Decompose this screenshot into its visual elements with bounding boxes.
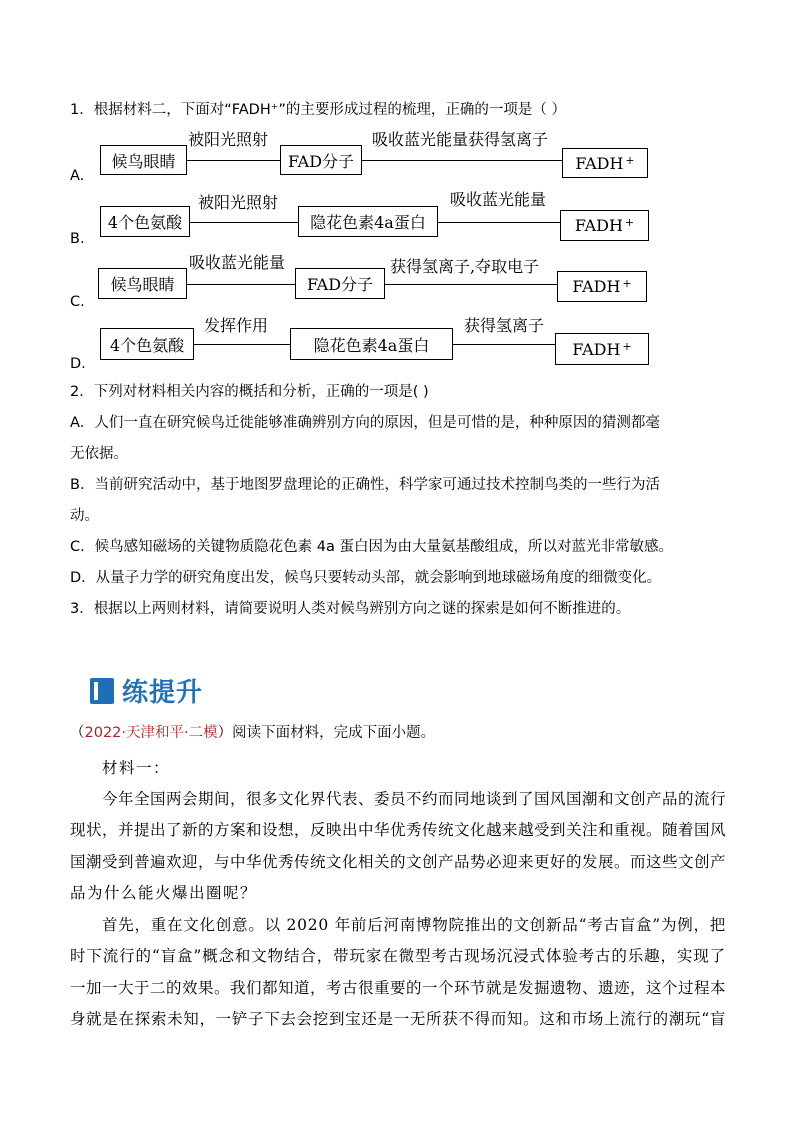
option-b-box-3: FADH + (560, 210, 649, 241)
option-c-box-3: FADH + (557, 271, 647, 302)
option-a-box-2: FAD分子 (280, 145, 362, 175)
option-a-connector-2 (362, 160, 562, 161)
source-line: （2022·天津和平·二模）阅读下面材料，完成下面小题。 (70, 725, 436, 741)
option-a-letter: A. (70, 168, 85, 184)
option-d-box-3: FADH + (555, 333, 649, 365)
paragraph-1-line-2: 现状，并提出了新的方案和设想，反映出中华优秀传统文化越来越受到关注和重视。随着国风 (70, 821, 726, 839)
paragraph-1-line-3: 国潮受到普遍欢迎，与中华优秀传统文化相关的文创产品势必迎来更好的发展。而这些文创产 (70, 853, 726, 871)
question-2-option-b-line-2: 动。 (70, 508, 99, 524)
material-heading: 材料一： (102, 759, 171, 777)
option-c-box-2: FAD分子 (295, 268, 385, 299)
option-d-box-1: 4个色氨酸 (100, 328, 194, 360)
option-d-label-1: 发挥作用 (204, 316, 269, 335)
option-d-connector-1 (194, 344, 290, 345)
question-2-option-d: D．从量子力学的研究角度出发，候鸟只要转动头部，就会影响到地球磁场角度的细微变化。 (70, 570, 662, 586)
question-1-stem: 1．根据材料二，下面对“FADH⁺”的主要形成过程的梳理，正确的一项是（ ） (70, 102, 567, 118)
option-c-connector-1 (187, 284, 295, 285)
option-d-label-2: 获得氢离子 (464, 316, 545, 335)
option-c-connector-2 (385, 284, 557, 285)
option-a-connector-1 (187, 160, 280, 161)
option-b-box-1: 4个色氨酸 (100, 206, 190, 237)
option-d-letter: D. (70, 356, 86, 372)
source-tag: 2022·天津和平·二模 (84, 725, 218, 741)
question-2-option-a-line-1: A．人们一直在研究候鸟迁徙能够准确辨别方向的原因，但是可惜的是，种种原因的猜测都毫 (70, 415, 660, 431)
section-header (90, 672, 203, 709)
option-c-letter: C. (70, 294, 85, 310)
section-title: 练提升 (122, 678, 204, 708)
option-b-label-2: 吸收蓝光能量 (450, 190, 547, 209)
option-d-box-2: 隐花色素4a蛋白 (290, 328, 453, 360)
option-c-box-1: 候鸟眼睛 (98, 268, 187, 299)
option-d-connector-2 (453, 344, 555, 345)
paragraph-2-line-1: 首先，重在文化创意。以 2020 年前后河南博物院推出的文创新品“考古盲盒”为例，把 (102, 916, 726, 934)
paragraph-1-line-4: 品为什么能火爆出圈呢？ (70, 884, 258, 902)
option-b-connector-2 (438, 222, 560, 223)
option-c-label-2: 获得氢离子,夺取电子 (390, 257, 540, 276)
option-b-connector-1 (190, 222, 298, 223)
question-2-option-c: C．候鸟感知磁场的关键物质隐花色素 4a 蛋白因为由大量氨基酸组成，所以对蓝光非常敏感。 (70, 539, 673, 555)
paragraph-2-line-2: 时下流行的“盲盒”概念和文物结合，带玩家在微型考古现场沉浸式体验考古的乐趣，实现了 (70, 947, 726, 965)
option-c-label-1: 吸收蓝光能量 (189, 253, 286, 272)
option-a-label-2: 吸收蓝光能量获得氢离子 (372, 130, 549, 149)
option-a-box-3: FADH + (562, 148, 648, 178)
paragraph-2-line-4: 身就是在探索未知，一铲子下去会挖到宝还是一无所获不得而知。这和市场上流行的潮玩“盲 (70, 1010, 726, 1028)
question-2-stem: 2．下列对材料相关内容的概括和分析，正确的一项是( ) (70, 384, 429, 400)
question-2-option-a-line-2: 无依据。 (70, 446, 128, 462)
option-b-box-2: 隐花色素4a蛋白 (298, 206, 438, 237)
book-icon (90, 678, 114, 704)
option-b-label-1: 被阳光照射 (198, 193, 279, 212)
option-b-letter: B. (70, 231, 85, 247)
paragraph-1-line-1: 今年全国两会期间，很多文化界代表、委员不约而同地谈到了国风国潮和文创产品的流行 (102, 790, 726, 808)
question-2-option-b-line-1: B．当前研究活动中，基于地图罗盘理论的正确性，科学家可通过技术控制鸟类的一些行为活 (70, 477, 660, 493)
question-3-stem: 3．根据以上两则材料，请简要说明人类对候鸟辨别方向之谜的探索是如何不断推进的。 (70, 601, 631, 617)
paragraph-2-line-3: 一加一大于二的效果。我们都知道，考古很重要的一个环节就是发掘遗物、遗迹，这个过程本 (70, 979, 726, 997)
option-a-label-1: 被阳光照射 (188, 130, 269, 149)
option-a-box-1: 候鸟眼睛 (100, 145, 187, 175)
